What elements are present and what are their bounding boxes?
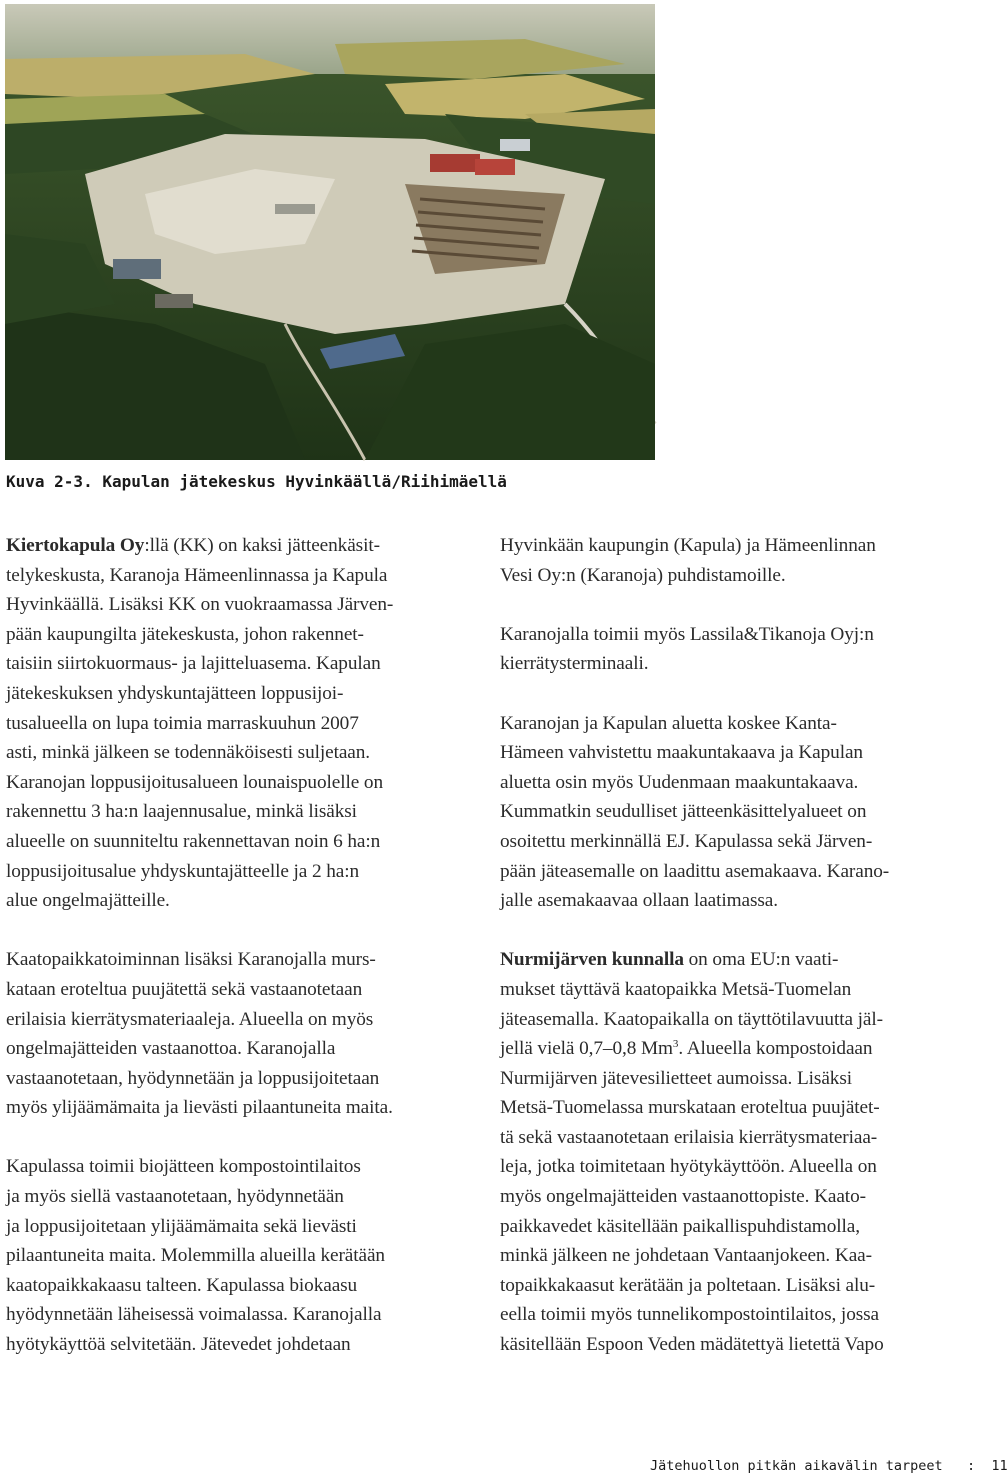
text-line: telykeskusta, Karanoja Hämeenlinnassa ja Kapula [6, 564, 388, 586]
text-line: Karanojan loppusijoitusalueen lounaispuolelle on [6, 771, 383, 793]
text-line: tä sekä vastaanotetaan erilaisia kierrätysmateriaa- [500, 1126, 878, 1148]
text-line: hyötykäyttöä selvitetään. Jätevedet johdetaan [6, 1334, 351, 1356]
text-line: myös ylijäämämaita ja lievästi pilaantuneita maita. [6, 1097, 393, 1119]
page-footer: Jätehuollon pitkän aikavälin tarpeet : 11 [650, 1458, 1008, 1474]
text-line: jalle asemakaavaa ollaan laatimassa. [500, 890, 778, 912]
text-line: ja myös siellä vastaanotetaan, hyödynnetään [6, 1186, 344, 1208]
paragraph [6, 1152, 464, 1359]
paragraph [500, 945, 958, 1359]
text-line: topaikkakaasut kerätään ja poltetaan. Lisäksi alu- [500, 1274, 876, 1296]
text-line: Vesi Oy:n (Karanoja) puhdistamoille. [500, 564, 786, 586]
text-line [500, 1034, 958, 1064]
text-line: leja, jotka toimitetaan hyötykäyttöön. Alueella on [500, 1156, 877, 1178]
text-line: Kaatopaikkatoiminnan lisäksi Karanojalla murs- [6, 949, 376, 971]
text-line: erilaisia kierrätysmateriaaleja. Alueella on myös [6, 1008, 374, 1030]
text-fragment: . Alueella kompostoidaan [678, 1038, 873, 1060]
text-line: minkä jälkeen ne johdetaan Vantaanjokeen. Kaa- [500, 1245, 872, 1267]
text-line: Hyvinkäällä. Lisäksi KK on vuokraamassa Järven- [6, 594, 394, 616]
text-line: aluetta osin myös Uudenmaan maakuntakaava. [500, 771, 859, 793]
municipality-name: Nurmijärven kunnalla [500, 949, 684, 971]
text-line: Karanojan ja Kapulan aluetta koskee Kanta- [500, 712, 837, 734]
text-line: tusalueella on lupa toimia marraskuuhun 2007 [6, 712, 359, 734]
text-line: pilaantuneita maita. Molemmilla alueilla kerätään [6, 1245, 385, 1267]
aerial-photo-image [5, 4, 655, 460]
text-line: pään kaupungilta jätekeskusta, johon rakennet- [6, 623, 364, 645]
text-line: loppusijoitusalue yhdyskuntajätteelle ja 2 ha:n [6, 860, 360, 882]
text-line: kierrätysterminaali. [500, 653, 649, 675]
text-line: ongelmajätteiden vastaanottoa. Karanojalla [6, 1038, 336, 1060]
text-line: eella toimii myös tunnelikompostointilaitos, jossa [500, 1304, 879, 1326]
text-line: Kapulassa toimii biojätteen kompostointilaitos [6, 1156, 361, 1178]
text-line: ja loppusijoitetaan ylijäämämaita sekä lievästi [6, 1215, 357, 1237]
left-column [6, 531, 464, 1389]
text-line: jätekeskuksen yhdyskuntajätteen loppusijoi- [6, 682, 344, 704]
text-line: vastaanotetaan, hyödynnetään ja loppusijoitetaan [6, 1067, 380, 1089]
text-line: paikkavedet käsitellään paikallispuhdistamolla, [500, 1215, 860, 1237]
text-fragment: on oma EU:n vaati- [683, 949, 839, 971]
text-line: Metsä-Tuomelassa murskataan eroteltua puujätet- [500, 1097, 880, 1119]
text-line: Nurmijärven jätevesilietteet aumoissa. Lisäksi [500, 1067, 852, 1089]
company-name: Kiertokapula Oy [6, 535, 145, 556]
superscript: 3 [672, 1038, 679, 1051]
right-column [500, 531, 958, 1389]
paragraph [6, 531, 464, 916]
text-line: Hyvinkään kaupungin (Kapula) ja Hämeenlinnan [500, 535, 876, 556]
text-line [6, 531, 464, 561]
text-line: taisiin siirtokuormaus- ja lajitteluasema. Kapulan [6, 653, 381, 675]
text-fragment: jellä vielä 0,7–0,8 Mm [500, 1038, 673, 1060]
text-line: jäteasemalla. Kaatopaikalla on täyttötilavuutta jäl- [500, 1008, 883, 1030]
text-line: pään jäteasemalle on laadittu asemakaava. Karano- [500, 860, 890, 882]
text-line: alue ongelmajätteille. [6, 890, 170, 912]
text-line: alueelle on suunniteltu rakennettavan noin 6 ha:n [6, 830, 381, 852]
text-fragment: :llä (KK) on kaksi jätteenkäsit- [144, 535, 380, 556]
text-line: käsitellään Espoon Veden mädätettyä lietettä Vapo [500, 1334, 884, 1356]
text-line: Hämeen vahvistettu maakuntakaava ja Kapulan [500, 742, 863, 764]
aerial-photo [5, 4, 655, 460]
paragraph [6, 945, 464, 1123]
figure-caption: Kuva 2-3. Kapulan jätekeskus Hyvinkäällä/Riihimäellä [6, 472, 507, 491]
text-line: osoitettu merkinnällä EJ. Kapulassa sekä Järven- [500, 830, 873, 852]
text-line: kaatopaikkakaasu talteen. Kapulassa biokaasu [6, 1274, 358, 1296]
text-line [500, 945, 958, 975]
text-line: mukset täyttävä kaatopaikka Metsä-Tuomelan [500, 978, 852, 1000]
text-line: rakennettu 3 ha:n laajennusalue, minkä lisäksi [6, 801, 357, 823]
text-line: hyödynnetään läheisessä voimalassa. Karanojalla [6, 1304, 382, 1326]
paragraph [500, 620, 958, 679]
text-line: Kummatkin seudulliset jätteenkäsittelyalueet on [500, 801, 867, 823]
text-line: myös ongelmajätteiden vastaanottopiste. Kaato- [500, 1186, 866, 1208]
text-line: kataan eroteltua puujätettä sekä vastaanotetaan [6, 978, 363, 1000]
paragraph [500, 709, 958, 916]
text-line: asti, minkä jälkeen se todennäköisesti suljetaan. [6, 742, 371, 764]
text-line: Karanojalla toimii myös Lassila&Tikanoja Oyj:n [500, 623, 874, 645]
paragraph [500, 531, 958, 590]
